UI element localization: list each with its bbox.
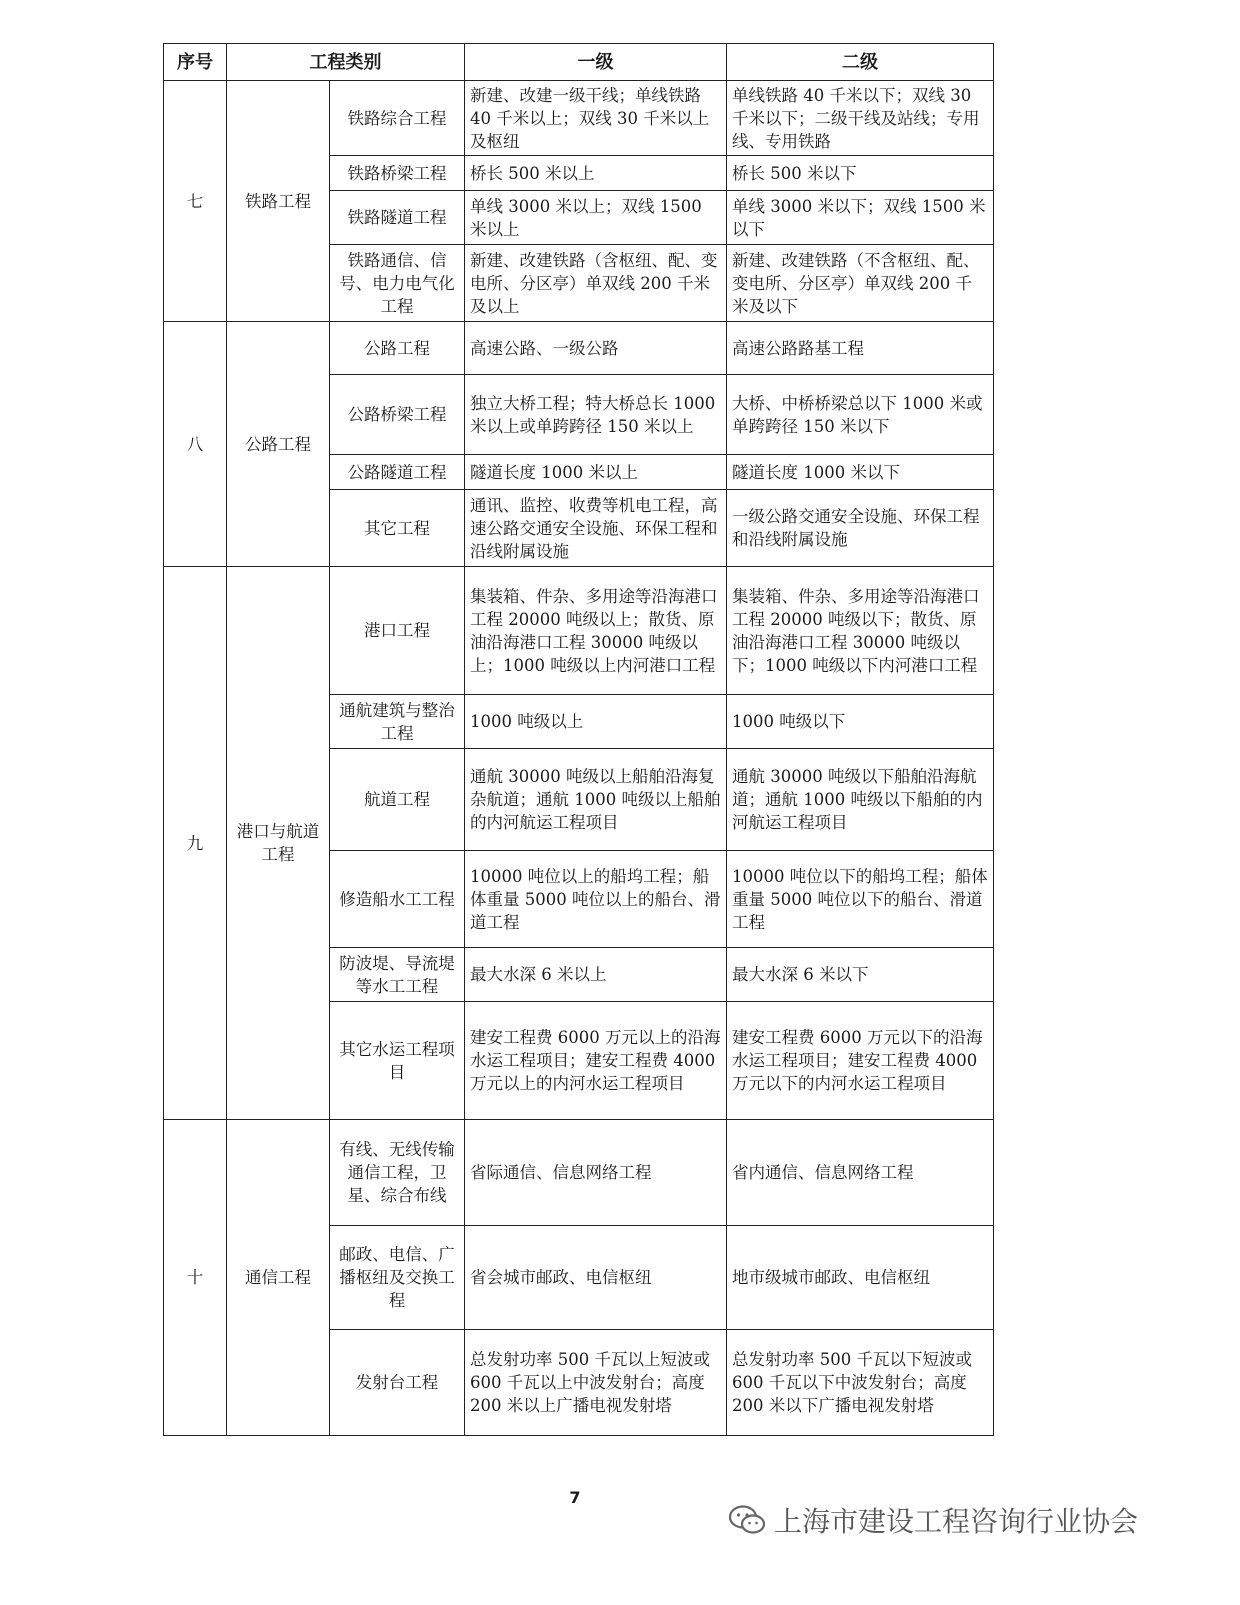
level-2-cell: 省内通信、信息网络工程 bbox=[727, 1120, 994, 1226]
wechat-icon bbox=[728, 1504, 766, 1536]
table-row bbox=[164, 567, 994, 695]
sub-category: 其它水运工程项目 bbox=[330, 1002, 465, 1120]
sub-category: 铁路通信、信号、电力电气化工程 bbox=[330, 245, 465, 322]
level-1-cell: 单线 3000 米以上；双线 1500 米以上 bbox=[465, 191, 727, 245]
level-2-cell: 新建、改建铁路（不含枢纽、配、变电所、分区亭）单双线 200 千米及以下 bbox=[727, 245, 994, 322]
sub-category: 邮政、电信、广播枢纽及交换工程 bbox=[330, 1226, 465, 1330]
level-1-cell: 省际通信、信息网络工程 bbox=[465, 1120, 727, 1226]
level-1-cell: 新建、改建铁路（含枢纽、配、变电所、分区亭）单双线 200 千米及以上 bbox=[465, 245, 727, 322]
sub-category: 其它工程 bbox=[330, 490, 465, 567]
level-1-cell: 独立大桥工程；特大桥总长 1000 米以上或单跨跨径 150 米以上 bbox=[465, 375, 727, 455]
page-number: 7 bbox=[569, 1488, 581, 1507]
sub-category: 发射台工程 bbox=[330, 1330, 465, 1436]
level-2-cell: 10000 吨位以下的船坞工程；船体重量 5000 吨位以下的船台、滑道工程 bbox=[727, 851, 994, 948]
level-1-cell: 总发射功率 500 千瓦以上短波或 600 千瓦以上中波发射台；高度 200 米以上广播电视发射塔 bbox=[465, 1330, 727, 1436]
level-2-cell: 通航 30000 吨级以下船舶沿海航道；通航 1000 吨级以下船舶的内河航运工程项目 bbox=[727, 749, 994, 851]
level-2-cell: 隧道长度 1000 米以下 bbox=[727, 455, 994, 490]
level-2-cell: 最大水深 6 米以下 bbox=[727, 948, 994, 1002]
sub-category: 铁路隧道工程 bbox=[330, 191, 465, 245]
level-2-cell: 单线铁路 40 千米以下；双线 30 千米以下；二级干线及站线；专用线、专用铁路 bbox=[727, 81, 994, 156]
sub-category: 航道工程 bbox=[330, 749, 465, 851]
level-1-cell: 通讯、监控、收费等机电工程，高速公路交通安全设施、环保工程和沿线附属设施 bbox=[465, 490, 727, 567]
watermark-text: 上海市建设工程咨询行业协会 bbox=[774, 1505, 1139, 1538]
header-level-1: 一级 bbox=[465, 44, 727, 81]
group-category: 公路工程 bbox=[227, 322, 330, 567]
sub-category: 公路工程 bbox=[330, 322, 465, 375]
level-1-cell: 1000 吨级以上 bbox=[465, 695, 727, 749]
sub-category: 公路桥梁工程 bbox=[330, 375, 465, 455]
group-number: 八 bbox=[164, 322, 227, 567]
group-number: 十 bbox=[164, 1120, 227, 1436]
level-2-cell: 单线 3000 米以下；双线 1500 米以下 bbox=[727, 191, 994, 245]
sub-category: 有线、无线传输通信工程，卫星、综合布线 bbox=[330, 1120, 465, 1226]
sub-category: 铁路桥梁工程 bbox=[330, 156, 465, 191]
header-category: 工程类别 bbox=[227, 44, 465, 81]
level-2-cell: 一级公路交通安全设施、环保工程和沿线附属设施 bbox=[727, 490, 994, 567]
level-2-cell: 1000 吨级以下 bbox=[727, 695, 994, 749]
group-category: 港口与航道工程 bbox=[227, 567, 330, 1120]
level-1-cell: 桥长 500 米以上 bbox=[465, 156, 727, 191]
level-1-cell: 最大水深 6 米以上 bbox=[465, 948, 727, 1002]
table-row bbox=[164, 322, 994, 375]
level-2-cell: 集装箱、件杂、多用途等沿海港口工程 20000 吨级以下；散货、原油沿海港口工程 30000 吨级以下；1000 吨级以下内河港口工程 bbox=[727, 567, 994, 695]
group-category: 通信工程 bbox=[227, 1120, 330, 1436]
level-2-cell: 建安工程费 6000 万元以下的沿海水运工程项目；建安工程费 4000 万元以下的内河水运工程项目 bbox=[727, 1002, 994, 1120]
level-1-cell: 10000 吨位以上的船坞工程；船体重量 5000 吨位以上的船台、滑道工程 bbox=[465, 851, 727, 948]
level-1-cell: 建安工程费 6000 万元以上的沿海水运工程项目；建安工程费 4000 万元以上的内河水运工程项目 bbox=[465, 1002, 727, 1120]
level-2-cell: 桥长 500 米以下 bbox=[727, 156, 994, 191]
qualification-grade-table bbox=[163, 43, 994, 1436]
wechat-watermark bbox=[728, 1500, 1138, 1540]
group-number: 九 bbox=[164, 567, 227, 1120]
level-2-cell: 地市级城市邮政、电信枢纽 bbox=[727, 1226, 994, 1330]
group-category: 铁路工程 bbox=[227, 81, 330, 322]
level-2-cell: 高速公路路基工程 bbox=[727, 322, 994, 375]
level-2-cell: 大桥、中桥桥梁总以下 1000 米或单跨跨径 150 米以下 bbox=[727, 375, 994, 455]
sub-category: 通航建筑与整治工程 bbox=[330, 695, 465, 749]
level-1-cell: 集装箱、件杂、多用途等沿海港口工程 20000 吨级以上；散货、原油沿海港口工程 30000 吨级以上；1000 吨级以上内河港口工程 bbox=[465, 567, 727, 695]
table-row bbox=[164, 1120, 994, 1226]
level-1-cell: 高速公路、一级公路 bbox=[465, 322, 727, 375]
table-header-row bbox=[164, 44, 994, 81]
level-1-cell: 隧道长度 1000 米以上 bbox=[465, 455, 727, 490]
sub-category: 港口工程 bbox=[330, 567, 465, 695]
level-1-cell: 通航 30000 吨级以上船舶沿海复杂航道；通航 1000 吨级以上船舶的内河航运工程项目 bbox=[465, 749, 727, 851]
header-number: 序号 bbox=[164, 44, 227, 81]
group-number: 七 bbox=[164, 81, 227, 322]
level-2-cell: 总发射功率 500 千瓦以下短波或 600 千瓦以下中波发射台；高度 200 米以下广播电视发射塔 bbox=[727, 1330, 994, 1436]
sub-category: 公路隧道工程 bbox=[330, 455, 465, 490]
qualification-table-wrapper bbox=[163, 43, 993, 1436]
sub-category: 修造船水工工程 bbox=[330, 851, 465, 948]
sub-category: 铁路综合工程 bbox=[330, 81, 465, 156]
level-1-cell: 省会城市邮政、电信枢纽 bbox=[465, 1226, 727, 1330]
header-level-2: 二级 bbox=[727, 44, 994, 81]
level-1-cell: 新建、改建一级干线；单线铁路 40 千米以上；双线 30 千米以上及枢纽 bbox=[465, 81, 727, 156]
sub-category: 防波堤、导流堤等水工工程 bbox=[330, 948, 465, 1002]
table-row bbox=[164, 81, 994, 156]
